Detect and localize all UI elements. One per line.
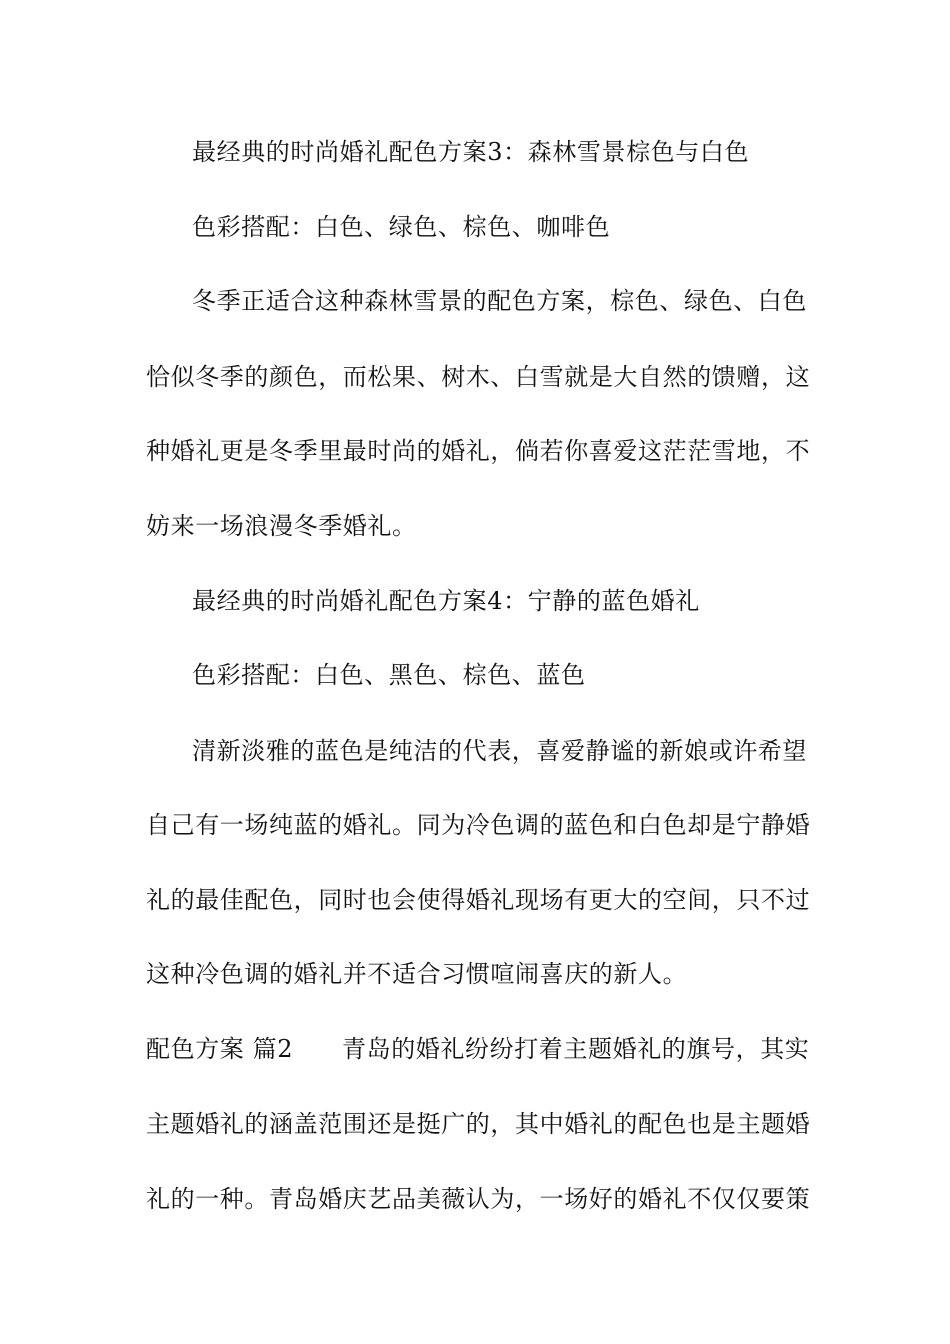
paragraph-line: 妨来一场浪漫冬季婚礼。 xyxy=(146,512,417,540)
section-label: 配色方案 篇2 xyxy=(146,1035,294,1063)
paragraph-line: 冬季正适合这种森林雪景的配色方案，棕色、绿色、白色 xyxy=(192,287,807,315)
paragraph-line: 礼的最佳配色，同时也会使得婚礼现场有更大的空间，只不过 xyxy=(146,886,811,914)
paragraph-line: 礼的一种。青岛婚庆艺品美薇认为，一场好的婚礼不仅仅要策 xyxy=(146,1185,811,1213)
paragraph-line: 自己有一场纯蓝的婚礼。同为冷色调的蓝色和白色却是宁静婚 xyxy=(146,811,811,839)
paragraph-text: 青岛的婚礼纷纷打着主题婚礼的旗号，其实 xyxy=(342,1035,810,1063)
paragraph-line: 恰似冬季的颜色，而松果、树木、白雪就是大自然的馈赠，这 xyxy=(146,363,811,391)
paragraph-line: 种婚礼更是冬季里最时尚的婚礼，倘若你喜爱这茫茫雪地，不 xyxy=(146,437,811,465)
heading-scheme-4: 最经典的时尚婚礼配色方案4：宁静的蓝色婚礼 xyxy=(192,587,700,615)
paragraph-line: 主题婚礼的涵盖范围还是挺广的，其中婚礼的配色也是主题婚 xyxy=(146,1110,811,1138)
color-match-3: 色彩搭配：白色、绿色、棕色、咖啡色 xyxy=(192,213,611,241)
section-2-first-line xyxy=(146,1034,810,1064)
paragraph-line: 清新淡雅的蓝色是纯洁的代表，喜爱静谧的新娘或许希望 xyxy=(192,737,807,765)
color-match-4: 色彩搭配：白色、黑色、棕色、蓝色 xyxy=(192,661,586,689)
paragraph-line: 这种冷色调的婚礼并不适合习惯喧闹喜庆的新人。 xyxy=(146,960,688,988)
heading-scheme-3: 最经典的时尚婚礼配色方案3：森林雪景棕色与白色 xyxy=(192,138,750,166)
